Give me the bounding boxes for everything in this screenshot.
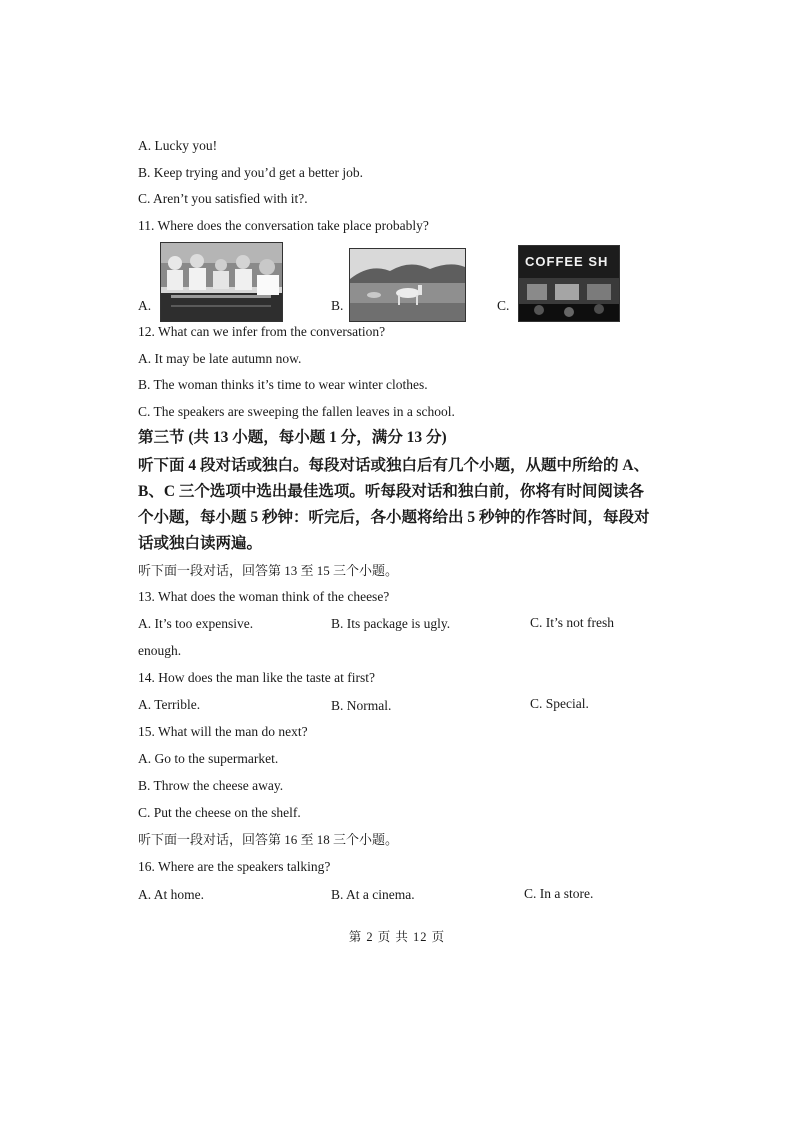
- q11-option-a-label: A.: [138, 298, 152, 313]
- q10-option-c: C. Aren’t you satisfied with it?.: [138, 191, 308, 206]
- q14-option-b: B. Normal.: [331, 698, 392, 713]
- section3-instruction-line-3: 个小题，每小题 5 秒钟：听完后，各小题将给出 5 秒钟的作答时间，每段对: [138, 509, 650, 526]
- horse-pasture-photo-icon: [349, 248, 466, 322]
- q16-option-b: B. At a cinema.: [331, 887, 415, 902]
- q14-option-c: C. Special.: [530, 696, 589, 711]
- q15-option-c: C. Put the cheese on the shelf.: [138, 805, 301, 820]
- page-footer: 第 2 页 共 12 页: [348, 930, 446, 944]
- dialog2-intro: 听下面一段对话，回答第 16 至 18 三个小题。: [138, 832, 399, 847]
- dialog1-intro: 听下面一段对话，回答第 13 至 15 三个小题。: [138, 563, 399, 578]
- q13-option-b: B. Its package is ugly.: [331, 616, 451, 631]
- q11-question: 11. Where does the conversation take place probably?: [138, 218, 429, 233]
- q16-question: 16. Where are the speakers talking?: [138, 859, 331, 874]
- q11-option-b-label: B.: [331, 298, 344, 313]
- q16-option-a: A. At home.: [138, 887, 204, 902]
- q14-option-a: A. Terrible.: [138, 697, 201, 712]
- q12-option-c: C. The speakers are sweeping the fallen leaves in a school.: [138, 404, 455, 419]
- q10-option-b: B. Keep trying and you’d get a better job.: [138, 165, 363, 180]
- restaurant-counter-photo-icon: [160, 242, 283, 322]
- section3-title: 第三节 (共 13 小题，每小题 1 分，满分 13 分): [138, 429, 447, 446]
- q13-option-c-continuation: enough.: [138, 643, 182, 658]
- q11-option-c-label: C.: [497, 298, 510, 313]
- q13-option-a: A. It’s too expensive.: [138, 616, 254, 631]
- q14-question: 14. How does the man like the taste at first?: [138, 670, 375, 685]
- coffee-shop-photo-icon: [518, 245, 620, 322]
- coffee-shop-sign: COFFEE SH: [525, 254, 609, 269]
- section3-instruction-line-2: B、C 三个选项中选出最佳选项。听每段对话和独白前，你将有时间阅读各: [138, 483, 644, 500]
- q12-question: 12. What can we infer from the conversation?: [138, 324, 386, 339]
- q13-option-c: C. It’s not fresh: [530, 615, 614, 630]
- section3-instruction-line-4: 话或独白读两遍。: [138, 535, 263, 552]
- q10-option-a: A. Lucky you!: [138, 138, 218, 153]
- q15-question: 15. What will the man do next?: [138, 724, 308, 739]
- q12-option-b: B. The woman thinks it’s time to wear winter clothes.: [138, 377, 428, 392]
- q13-question: 13. What does the woman think of the cheese?: [138, 589, 390, 604]
- q15-option-b: B. Throw the cheese away.: [138, 778, 284, 793]
- q12-option-a: A. It may be late autumn now.: [138, 351, 302, 366]
- q16-option-c: C. In a store.: [524, 886, 594, 901]
- section3-instruction-line-1: 听下面 4 段对话或独白。每段对话或独白后有几个小题，从题中所给的 A、: [138, 457, 650, 474]
- q15-option-a: A. Go to the supermarket.: [138, 751, 279, 766]
